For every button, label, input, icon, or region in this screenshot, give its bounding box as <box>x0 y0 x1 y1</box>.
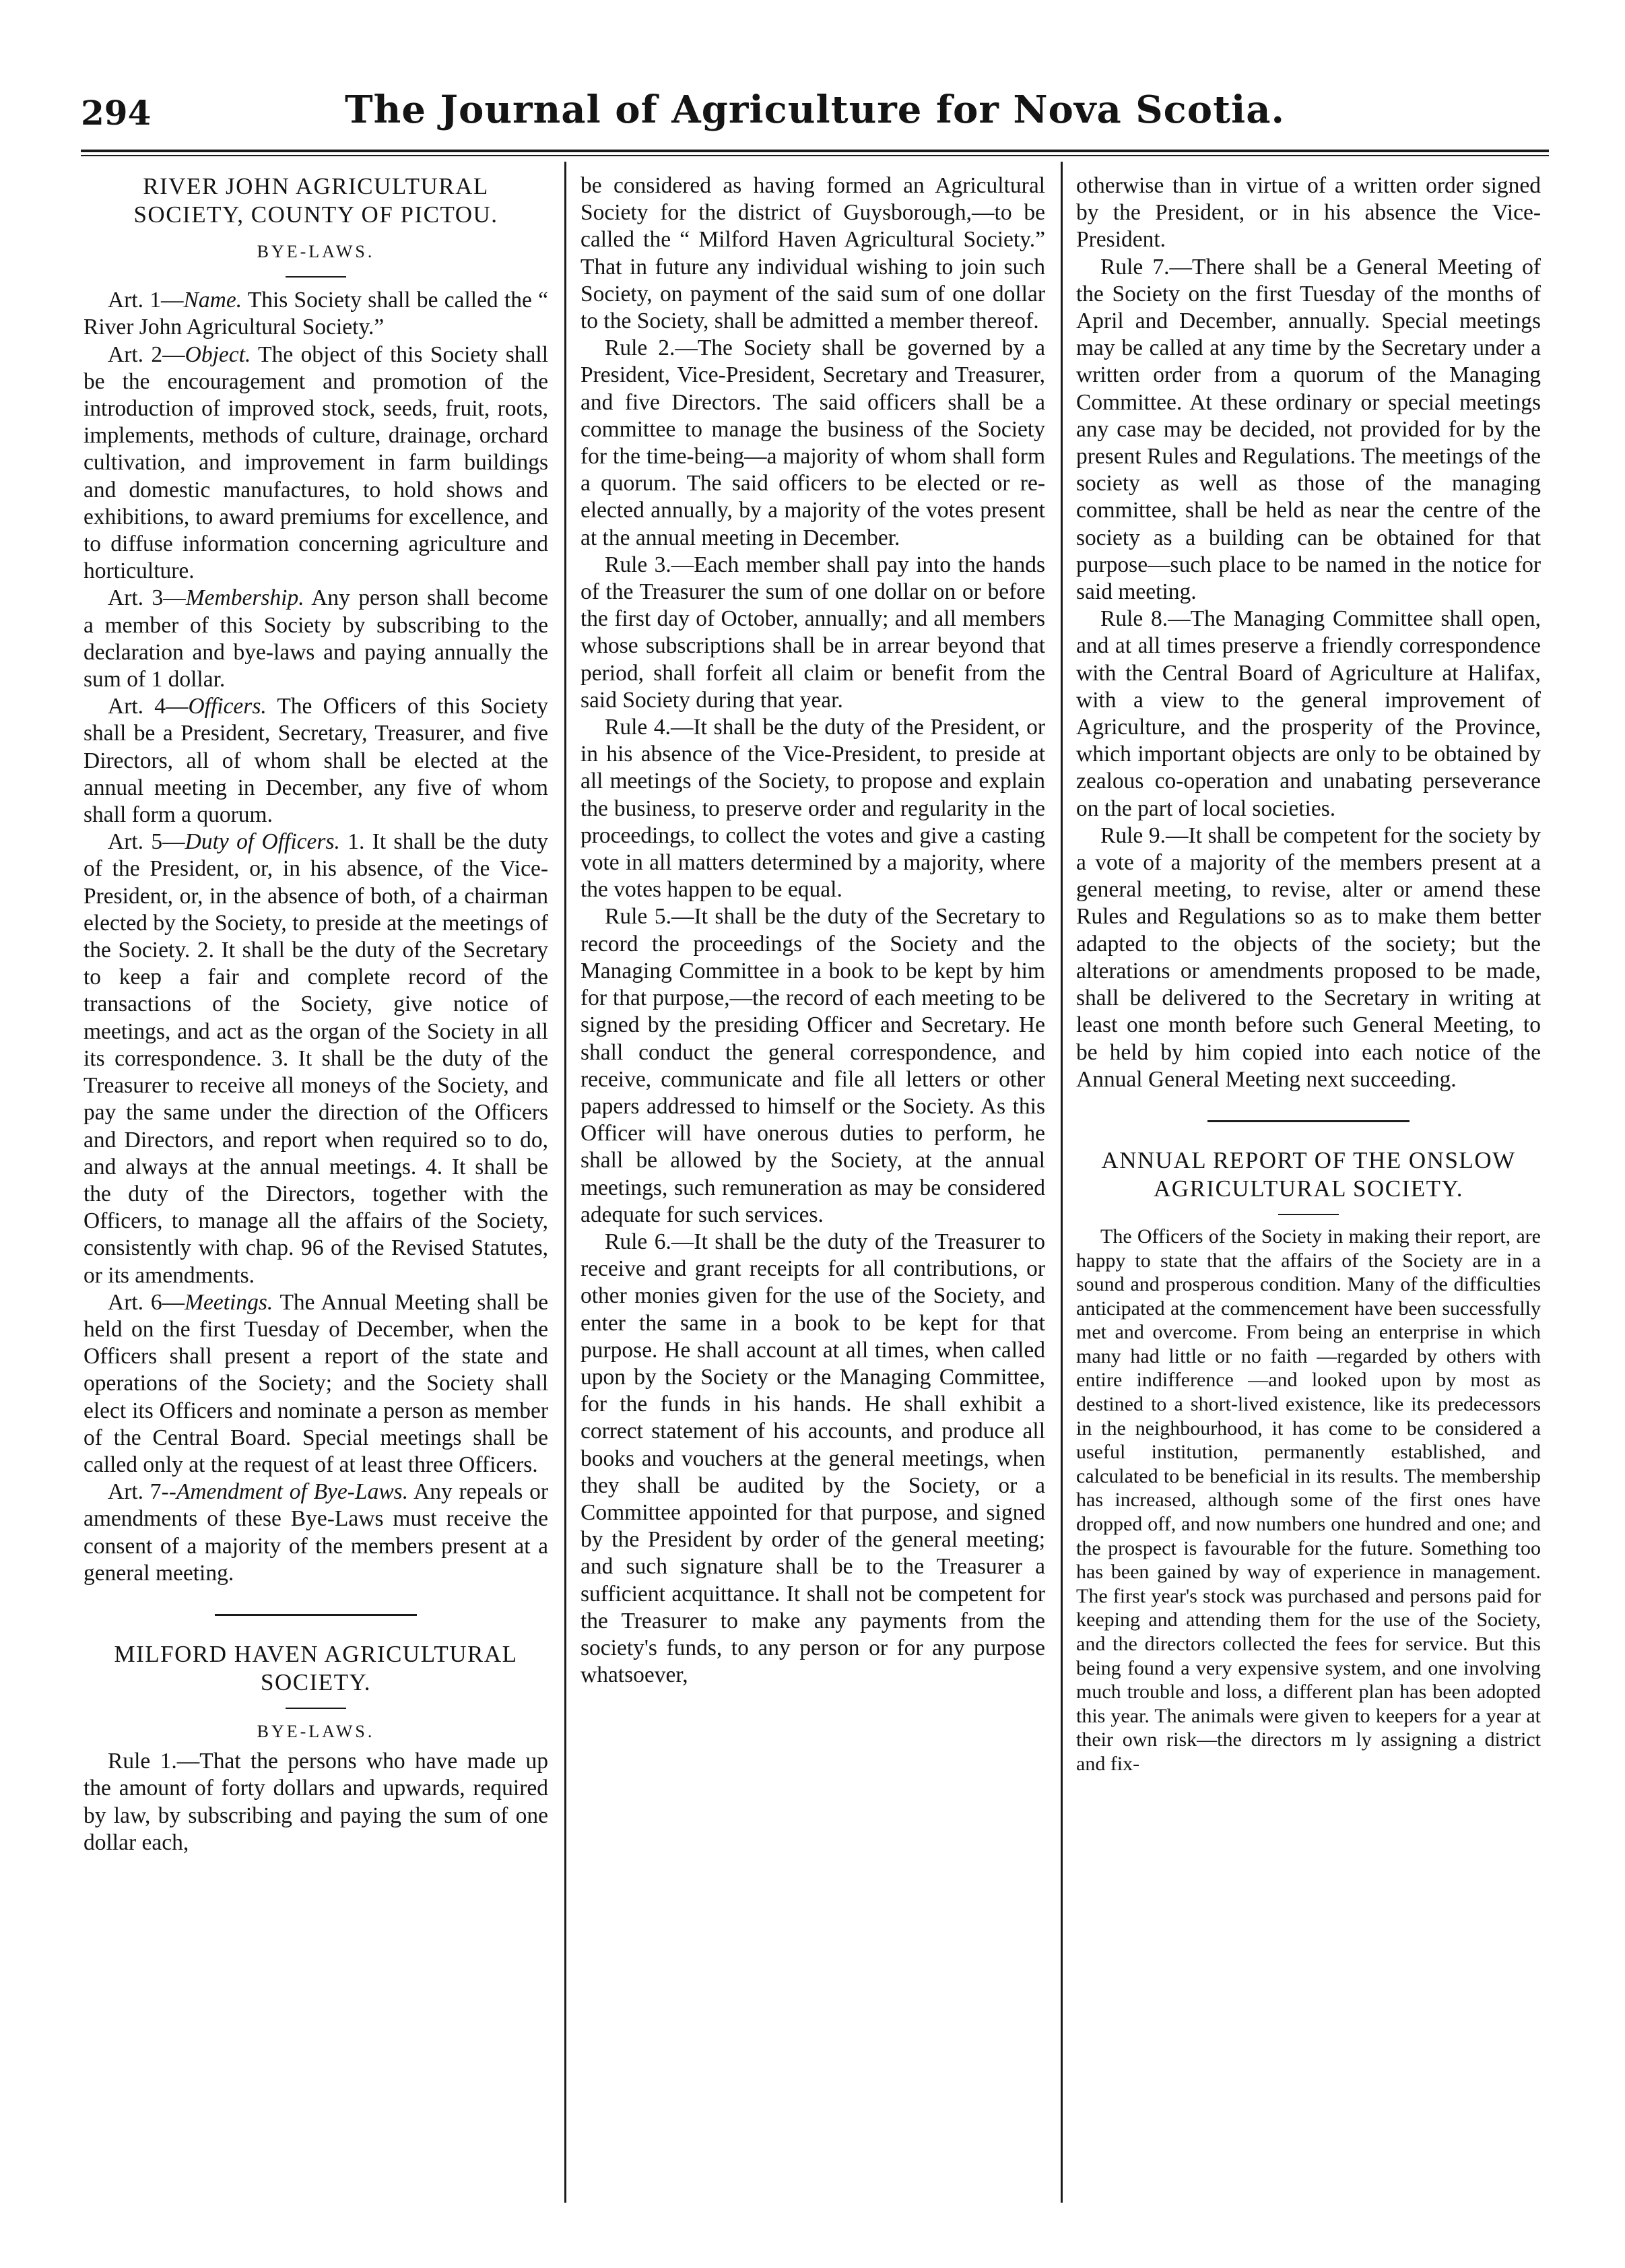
short-rule <box>286 276 346 278</box>
article-4: Art. 4—Officers. The Officers of this Society shall be a President, Secretary, Treasurer, and five Directors, all of whom shall be elected at the annual meeting in December, any five of whom shall form a quorum. <box>84 694 549 828</box>
subhead-bye-laws: BYE-LAWS. <box>257 242 375 261</box>
column-divider-right <box>1061 162 1063 2203</box>
column-1 <box>84 172 548 1856</box>
article-5: Art. 5—Duty of Officers. 1. It shall be the duty of the President, or, in his absence, of the Vice-President, or, in the absence of both, of a chairman elected by the Society, to preside at the meetings of the Society. 2. It shall be the duty of the Secretary to keep a fair and complete record of the transactions of the Society, give notice of meetings, and act as the organ of the Society in all its correspondence. 3. It shall be the duty of the Treasurer to receive all moneys of the Society, and pay the same under the direction of the Officers and Directors, and report when required so to do, and always at the annual meetings. 4. It shall be the duty of the Directors, together with the Officers, to manage all the affairs of the Society, consistently with chap. 96 of the Revised Statutes, or its amendments. <box>84 829 549 1288</box>
rule-5: Rule 5.—It shall be the duty of the Secretary to record the proceedings of the Society and the Managing Committee in a book to be kept by him for that purpose,—the record of each meeting to be signed by the presiding Officer and Secretary. He shall conduct the general correspondence, and receive, communicate and file all letters or other papers addressed to himself or the Society. As this Officer will have onerous duties to perform, he shall be allowed by the Society, at the annual meetings, such remuneration as may be considered adequate for such services. <box>581 904 1045 1227</box>
column-3 <box>1076 172 1541 1776</box>
article-3: Art. 3—Membership. Any person shall become a member of this Society by subscribing to the declaration and bye-laws and paying annually the sum of 1 dollar. <box>84 585 549 692</box>
running-title: The Journal of Agriculture for Nova Scotia. <box>344 88 1286 132</box>
subhead-bye-laws: BYE-LAWS. <box>257 1721 375 1741</box>
rule-3: Rule 3.—Each member shall pay into the hands of the Treasurer the sum of one dollar on or before the first day of October, annually; and all members whose subscriptions shall be in arrear beyond that period, shall forfeit all claim or benefit from the said Society during that year. <box>581 552 1045 713</box>
article-6: Art. 6—Meetings. The Annual Meeting shall be held on the first Tuesday of December, when the Officers shall present a report of the state and operations of the Society; and the Society shall elect its Officers and nominate a person as member of the Central Board. Special meetings shall be called only at the request of at least three Officers. <box>84 1289 548 1477</box>
header-rule <box>81 150 1549 156</box>
rule-9: Rule 9.—It shall be competent for the society by a vote of a majority of the members present at a general meeting, to revise, alter or amend these Rules and Regulations so as to make them better adapted to the objects of the society; but the alterations or amendments proposed to be made, shall be delivered to the Secretary in writing at least one month before such General Meeting, to be held by him copied into each notice of the Annual General Meeting next succeeding. <box>1076 822 1541 1092</box>
section-title-onslow-report: ANNUAL REPORT OF THE ONSLOW AGRICULTURAL SOCIETY. <box>1101 1146 1516 1202</box>
rule-4: Rule 4.—It shall be the duty of the President, or in his absence of the Vice-President, to preside at all meetings of the Society, to propose and explain the business, to preserve order and regularity in the proceedings, to collect the votes and give a casting vote in all matters determined by a majority, where the votes happen to be equal. <box>581 715 1045 903</box>
section-title-milford-haven: MILFORD HAVEN AGRICULTURAL SOCIETY. <box>114 1640 518 1695</box>
article-7: Art. 7--Amendment of Bye-Laws. Any repeals or amendments of these Bye-Laws must receive the consent of a majority of the members present at a general meeting. <box>84 1479 548 1586</box>
short-rule <box>286 1708 346 1709</box>
rule-1-continued: be considered as having formed an Agricultural Society for the district of Guysborough,—to be called the “ Milford Haven Agricultural Society.” That in future any individual wishing to join such Society, on payment of the said sum of one dollar to the Society, shall be admitted a member thereof. <box>581 173 1045 334</box>
section-separator <box>1207 1120 1410 1122</box>
rule-6-continued: otherwise than in virtue of a written order signed by the President, or in his absence the Vice-President. <box>1076 173 1541 253</box>
column-2 <box>581 172 1045 1689</box>
rule-8: Rule 8.—The Managing Committee shall open, and at all times preserve a friendly correspondence with the Central Board of Agriculture at Halifax, with a view to the general improvement of Agriculture, and the prosperity of the Province, which important objects are only to be obtained by zealous co-operation and unabating perseverance on the part of local societies. <box>1076 606 1541 821</box>
rule-1: Rule 1.—That the persons who have made up the amount of forty dollars and upwards, required by law, by subscribing and paying the sum of one dollar each, <box>84 1749 548 1855</box>
section-title-river-john: RIVER JOHN AGRICULTURAL SOCIETY, COUNTY OF PICTOU. <box>133 173 498 228</box>
page-header <box>81 88 1549 148</box>
rule-2: Rule 2.—The Society shall be governed by a President, Vice-President, Secretary and Treasurer, and five Directors. The said officers shall be a committee to manage the business of the Society for the time-being—a majority of whom shall form a quorum. The said officers to be elected or re-elected annually, by a majority of the votes present at the annual meeting in December. <box>581 335 1045 550</box>
page-number: 294 <box>81 93 152 133</box>
section-separator <box>215 1614 417 1616</box>
rule-6: Rule 6.—It shall be the duty of the Treasurer to receive and grant receipts for all contributions, or other monies given for the use of the Society, and enter the same in a book to be kept for that purpose. He shall account at all times, when called upon by the Society or the Managing Committee, for the funds in his hands. He shall exhibit a correct statement of his accounts, and produce all books and vouchers at the general meetings, when they shall be audited by the Society, or a Committee appointed for that purpose, and signed by the President by order of the general meeting; and such signature shall be to the Treasurer a sufficient acquittance. It shall not be competent for the Treasurer to make any payments from the society's funds, to any person or for any purpose whatsoever, <box>581 1229 1045 1688</box>
short-rule <box>1278 1214 1339 1215</box>
column-divider-left <box>564 162 566 2203</box>
onslow-report-body: The Officers of the Society in making their report, are happy to state that the affairs of the Society are in a sound and prosperous condition. Many of the difficulties anticipated at the commencement have been successfully met and overcome. From being an enterprise in which many had little or no faith —regarded by others with entire indifference —and looked upon by most as destined to a short-lived existence, like its predecessors in the neighbourhood, it has come to be considered a useful institution, permanently established, and calculated to be beneficial in its results. The membership has increased, although some of the first ones have dropped off, and now numbers one hundred and one; and the prospect is favourable for the future. Something too has been gained by way of experience in management. The first year's stock was purchased and persons paid for keeping and attending them for the use of the Society, and the directors collected the fees for service. But this being found a very expensive system, and one involving much trouble and loss, a different plan has been adopted this year. The animals were given to keepers for a year at their own risk—the directors m ly assigning a district and fix- <box>1076 1225 1541 1775</box>
article-2: Art. 2—Object. The object of this Society shall be the encouragement and promotion of the introduction of improved stock, seeds, fruit, roots, implements, methods of culture, drainage, orchard cultivation, and improvement in farm buildings and domestic manufactures, to hold shows and exhibitions, to award premiums for excellence, and to diffuse information concerning agriculture and horticulture. <box>84 342 548 584</box>
rule-7: Rule 7.—There shall be a General Meeting of the Society on the first Tuesday of the months of April and December, annually. Special meetings may be called at any time by the Secretary under a written order from a quorum of the Managing Committee. At these ordinary or special meetings any case may be decided, not provided for by the present Rules and Regulations. The meetings of the society as well as those of the managing committee, shall be held as near the centre of the society as a building can be obtained for that purpose—such place to be named in the notice for said meeting. <box>1076 254 1541 605</box>
article-1: Art. 1—Name. This Society shall be called the “ River John Agricultural Society.” <box>84 288 549 340</box>
